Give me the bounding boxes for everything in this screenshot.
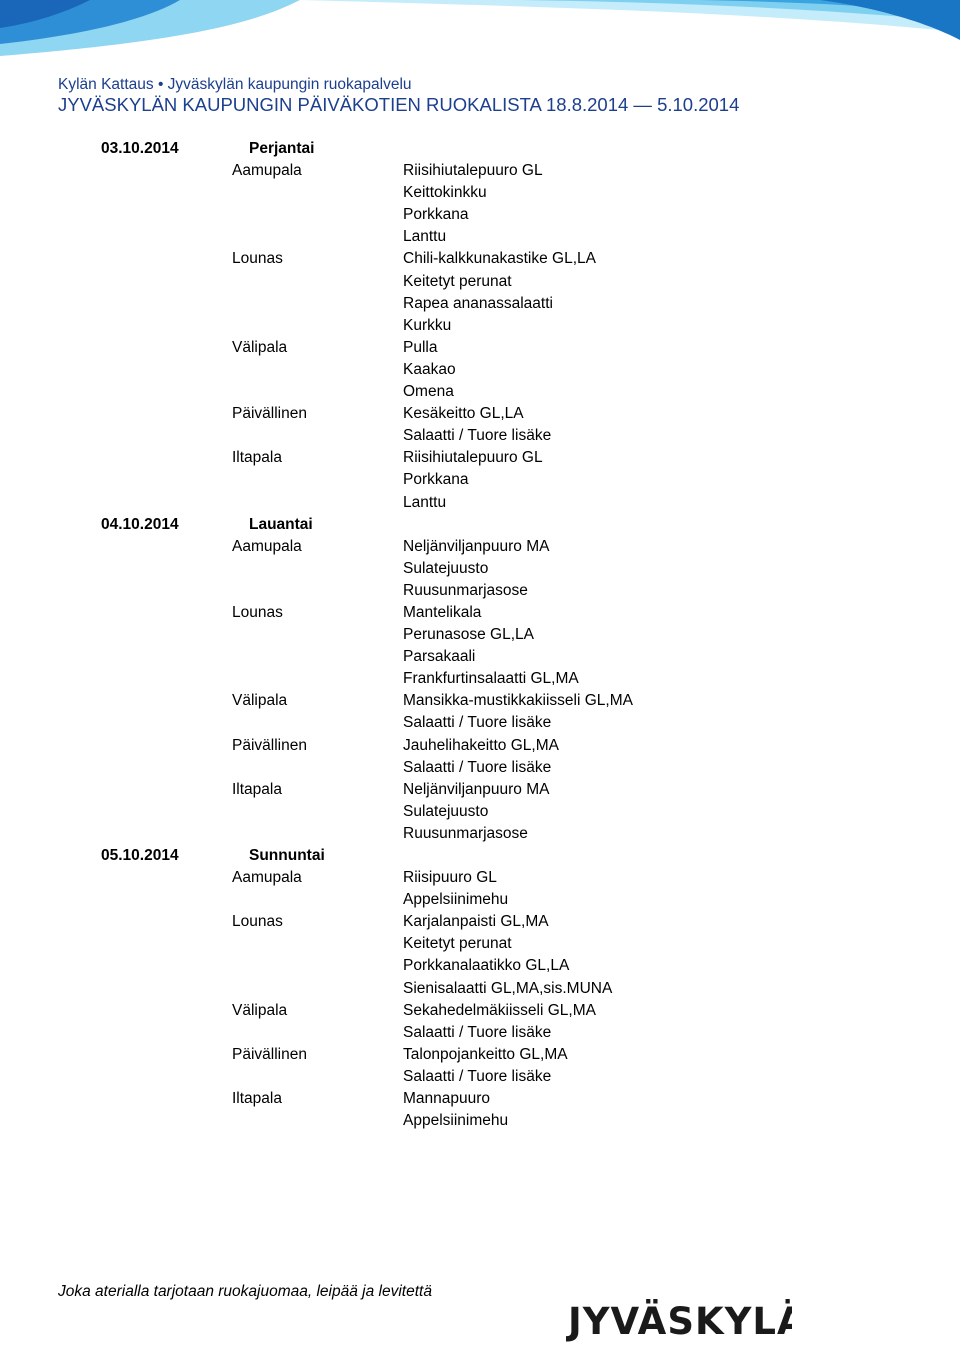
menu-row <box>0 867 960 889</box>
dish-item: Kaakao <box>403 360 456 378</box>
day-date: 04.10.2014 <box>101 515 179 533</box>
day-header-row <box>0 845 960 867</box>
dish-item: Frankfurtinsalaatti GL,MA <box>403 670 579 688</box>
menu-row <box>0 425 960 447</box>
dish-item: Rapea ananassalaatti <box>403 294 553 312</box>
menu-row <box>0 757 960 779</box>
menu-row <box>0 889 960 911</box>
dish-item: Kurkku <box>403 316 452 334</box>
meal-label: Päivällinen <box>232 405 307 423</box>
menu-row <box>0 403 960 425</box>
dish-item: Jauhelihakeitto GL,MA <box>403 736 559 754</box>
meal-label: Iltapala <box>232 1090 282 1108</box>
menu-row <box>0 1110 960 1132</box>
meal-label: Päivällinen <box>232 736 307 754</box>
dish-item: Lanttu <box>403 493 447 511</box>
dish-item: Mantelikala <box>403 603 482 621</box>
dish-item: Lanttu <box>403 228 447 246</box>
dish-item: Riisihiutalepuuro GL <box>403 449 543 467</box>
day-date: 03.10.2014 <box>101 140 179 157</box>
menu-row <box>0 226 960 248</box>
dish-item: Salaatti / Tuore lisäke <box>403 427 552 445</box>
meal-label: Iltapala <box>232 780 282 798</box>
header-organization: Kylän Kattaus • Jyväskylän kaupungin ruokapalvelu <box>58 76 412 93</box>
menu-row <box>0 248 960 270</box>
day-weekday: Lauantai <box>249 515 313 533</box>
dish-item: Salaatti / Tuore lisäke <box>403 1023 552 1041</box>
day-date: 05.10.2014 <box>101 847 179 864</box>
menu-row <box>0 1044 960 1066</box>
dish-item: Karjalanpaisti GL,MA <box>403 913 549 931</box>
day-weekday: Perjantai <box>249 140 315 157</box>
menu-row <box>0 492 960 514</box>
menu-row <box>0 735 960 757</box>
dish-item: Ruusunmarjasose <box>403 824 528 842</box>
menu-row <box>0 1022 960 1044</box>
meal-label: Aamupala <box>232 537 302 555</box>
footer-note: Joka aterialla tarjotaan ruokajuomaa, leipää ja levitettä <box>58 1283 432 1300</box>
menu-row <box>0 447 960 469</box>
menu-row <box>0 315 960 337</box>
menu-row <box>0 690 960 712</box>
menu-row <box>0 1088 960 1110</box>
dish-item: Mannapuuro <box>403 1090 491 1108</box>
dish-item: Sulatejuusto <box>403 559 489 577</box>
menu-row <box>0 1000 960 1022</box>
dish-item: Chili-kalkkunakastike GL,LA <box>403 250 596 268</box>
menu-row <box>0 933 960 955</box>
dish-item: Omena <box>403 383 454 401</box>
menu-row <box>0 293 960 315</box>
menu-row <box>0 337 960 359</box>
dish-item: Porkkanalaatikko GL,LA <box>403 957 570 975</box>
menu-row <box>0 823 960 845</box>
dish-item: Sulatejuusto <box>403 802 489 820</box>
svg-text:JYVÄSKYLÄ: JYVÄSKYLÄ <box>568 1300 792 1343</box>
dish-item: Salaatti / Tuore lisäke <box>403 758 552 776</box>
meal-label: Päivällinen <box>232 1045 307 1063</box>
dish-item: Talonpojankeitto GL,MA <box>403 1045 568 1063</box>
dish-item: Salaatti / Tuore lisäke <box>403 714 552 732</box>
meal-label: Lounas <box>232 913 283 931</box>
dish-item: Ruusunmarjasose <box>403 581 528 599</box>
meal-label: Välipala <box>232 1001 288 1019</box>
menu-row <box>0 646 960 668</box>
menu-row <box>0 602 960 624</box>
menu-row <box>0 359 960 381</box>
menu-row <box>0 182 960 204</box>
menu-table <box>0 138 960 1132</box>
menu-row <box>0 668 960 690</box>
day-header-row <box>0 514 960 536</box>
dish-item: Kesäkeitto GL,LA <box>403 405 524 423</box>
dish-item: Riisihiutalepuuro GL <box>403 162 543 180</box>
dish-item: Appelsiinimehu <box>403 891 509 909</box>
menu-row <box>0 955 960 977</box>
day-header-row <box>0 138 960 160</box>
menu-row <box>0 624 960 646</box>
menu-row <box>0 469 960 491</box>
menu-row <box>0 801 960 823</box>
menu-row <box>0 160 960 182</box>
dish-item: Sienisalaatti GL,MA,sis.MUNA <box>403 979 613 997</box>
dish-item: Keitetyt perunat <box>403 935 512 953</box>
meal-label: Iltapala <box>232 449 282 467</box>
dish-item: Riisipuuro GL <box>403 869 497 887</box>
meal-label: Aamupala <box>232 162 302 180</box>
dish-item: Appelsiinimehu <box>403 1112 509 1130</box>
decorative-banner <box>0 0 960 60</box>
meal-label: Aamupala <box>232 869 302 887</box>
menu-row <box>0 712 960 734</box>
meal-label: Välipala <box>232 338 288 356</box>
meal-label: Lounas <box>232 250 283 268</box>
dish-item: Keitetyt perunat <box>403 272 512 290</box>
menu-row <box>0 911 960 933</box>
dish-item: Perunasose GL,LA <box>403 626 534 644</box>
dish-item: Salaatti / Tuore lisäke <box>403 1067 552 1085</box>
menu-row <box>0 536 960 558</box>
dish-item: Porkkana <box>403 471 469 489</box>
dish-item: Sekahedelmäkiisseli GL,MA <box>403 1001 596 1019</box>
dish-item: Parsakaali <box>403 648 476 666</box>
wave-graphic <box>0 0 960 60</box>
dish-item: Neljänviljanpuuro MA <box>403 537 550 555</box>
menu-row <box>0 978 960 1000</box>
page-title: JYVÄSKYLÄN KAUPUNGIN PÄIVÄKOTIEN RUOKALISTA 18.8.2014 — 5.10.2014 <box>58 94 740 115</box>
menu-row <box>0 580 960 602</box>
dish-item: Mansikka-mustikkakiisseli GL,MA <box>403 692 633 710</box>
menu-row <box>0 779 960 801</box>
menu-row <box>0 271 960 293</box>
day-weekday: Sunnuntai <box>249 847 325 864</box>
jyvaskyla-logo <box>566 1290 792 1346</box>
meal-label: Lounas <box>232 603 283 621</box>
menu-row <box>0 204 960 226</box>
dish-item: Neljänviljanpuuro MA <box>403 780 550 798</box>
menu-row <box>0 1066 960 1088</box>
dish-item: Keittokinkku <box>403 184 487 202</box>
dish-item: Porkkana <box>403 206 469 224</box>
menu-row <box>0 558 960 580</box>
meal-label: Välipala <box>232 692 288 710</box>
dish-item: Pulla <box>403 338 438 356</box>
menu-row <box>0 381 960 403</box>
